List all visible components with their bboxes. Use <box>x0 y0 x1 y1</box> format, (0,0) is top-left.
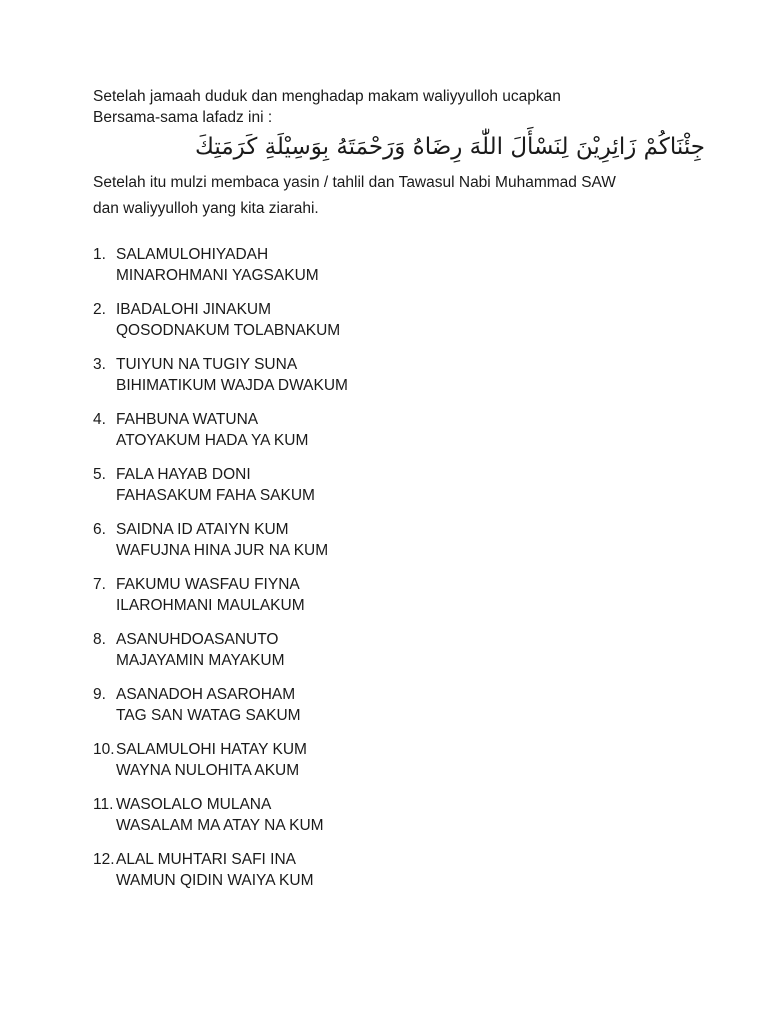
item-line: ALAL MUHTARI SAFI INA <box>116 851 297 868</box>
item-number: 1. <box>93 246 106 263</box>
list-item <box>93 464 693 519</box>
item-line: SALAMULOHI HATAY KUM <box>116 741 307 758</box>
document-page <box>93 86 705 904</box>
item-line: WAFUJNA HINA JUR NA KUM <box>116 542 329 559</box>
list-item <box>93 684 693 739</box>
item-line: WASOLALO MULANA <box>116 796 272 813</box>
item-number: 11. <box>93 796 114 813</box>
list-item <box>93 299 693 354</box>
list-item <box>93 629 693 684</box>
item-line: BIHIMATIKUM WAJDA DWAKUM <box>116 377 348 394</box>
item-line: SALAMULOHIYADAH <box>116 246 269 263</box>
item-line: SAIDNA ID ATAIYN KUM <box>116 521 289 538</box>
item-line: ILAROHMANI MAULAKUM <box>116 597 305 614</box>
intro-line: Setelah jamaah duduk dan menghadap makam waliyyulloh ucapkan <box>93 88 561 105</box>
item-line: MINAROHMANI YAGSAKUM <box>116 267 319 284</box>
item-line: ASANUHDOASANUTO <box>116 631 279 648</box>
item-line: FAKUMU WASFAU FIYNA <box>116 576 300 593</box>
item-number: 6. <box>93 521 106 538</box>
item-line: ASANADOH ASAROHAM <box>116 686 296 703</box>
item-line: WASALAM MA ATAY NA KUM <box>116 817 324 834</box>
list-item <box>93 739 693 794</box>
item-line: FALA HAYAB DONI <box>116 466 251 483</box>
item-number: 7. <box>93 576 106 593</box>
item-number: 12. <box>93 851 115 868</box>
item-line: QOSODNAKUM TOLABNAKUM <box>116 322 341 339</box>
item-line: ATOYAKUM HADA YA KUM <box>116 432 309 449</box>
instruction-line: Setelah itu mulzi membaca yasin / tahlil dan Tawasul Nabi Muhammad SAW <box>93 174 616 191</box>
item-number: 4. <box>93 411 106 428</box>
item-line: TAG SAN WATAG SAKUM <box>116 707 301 724</box>
item-number: 10. <box>93 741 115 758</box>
arabic-lafadz: جِئْنَاكُمْ زَائِرِيْنَ لِنَسْأَلَ اللّٰهَ رِضَاهُ وَرَحْمَتَهُ بِوَسِيْلَةِ كَرَمَتِكَ <box>195 134 705 160</box>
intro-line: Bersama-sama lafadz ini : <box>93 109 273 126</box>
item-line: WAYNA NULOHITA AKUM <box>116 762 300 779</box>
item-line: MAJAYAMIN MAYAKUM <box>116 652 285 669</box>
instruction-paragraph <box>93 170 693 222</box>
item-number: 2. <box>93 301 106 318</box>
instruction-line: dan waliyyulloh yang kita ziarahi. <box>93 200 319 217</box>
list-item <box>93 849 693 904</box>
list-item <box>93 354 693 409</box>
list-item <box>93 519 693 574</box>
item-number: 8. <box>93 631 106 648</box>
item-line: FAHASAKUM FAHA SAKUM <box>116 487 315 504</box>
item-number: 3. <box>93 356 106 373</box>
intro-paragraph <box>93 86 693 128</box>
list-item <box>93 244 693 299</box>
list-item <box>93 574 693 629</box>
item-line: WAMUN QIDIN WAIYA KUM <box>116 872 314 889</box>
numbered-list <box>93 244 693 904</box>
item-line: FAHBUNA WATUNA <box>116 411 259 428</box>
item-line: IBADALOHI JINAKUM <box>116 301 272 318</box>
item-line: TUIYUN NA TUGIY SUNA <box>116 356 298 373</box>
item-number: 9. <box>93 686 106 703</box>
item-number: 5. <box>93 466 106 483</box>
list-item <box>93 794 693 849</box>
list-item <box>93 409 693 464</box>
